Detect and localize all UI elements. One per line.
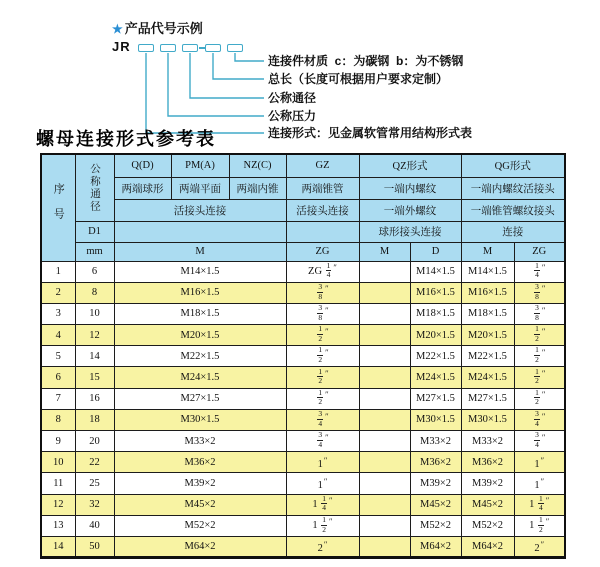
table-row [41, 409, 565, 430]
cell-qz-m [359, 494, 410, 515]
diagram-title-text: 产品代号示例 [124, 21, 203, 36]
cell-qz-d: M20×1.5 [410, 325, 461, 346]
cell-m: M45×2 [114, 494, 286, 515]
table-row [41, 261, 565, 282]
cell-seq: 14 [41, 536, 75, 557]
cell-qg-m: M14×1.5 [461, 261, 514, 282]
cell-qg-m: M30×1.5 [461, 409, 514, 430]
product-code-prefix: JR [112, 39, 131, 54]
header-qz: QZ形式 [359, 154, 461, 177]
header-qg-sub1: 一端内螺纹活接头 [461, 177, 565, 199]
table-row [41, 303, 565, 324]
cell-gz-zg: $\frac{1}{2}$ ″ [286, 388, 359, 409]
cell-qg-zg: 1 $\frac{1}{4}$ ″ [514, 494, 565, 515]
cell-qz-m [359, 409, 410, 430]
cell-qz-m [359, 346, 410, 367]
cell-gz-zg: $\frac{3}{8}$ ″ [286, 303, 359, 324]
header-pm-sub: 两端平面 [171, 177, 229, 199]
header-qz-sub1: 一端内螺纹 [359, 177, 461, 199]
cell-qz-m [359, 431, 410, 452]
diagram-label-length: 总长（长度可根据用户要求定制） [268, 72, 449, 86]
header-qg-zg: ZG [514, 242, 565, 261]
table-title: 螺母连接形式参考表 [36, 129, 216, 149]
cell-seq: 12 [41, 494, 75, 515]
cell-gz-zg: $\frac{1}{2}$ ″ [286, 325, 359, 346]
cell-m: M52×2 [114, 515, 286, 536]
table-row [41, 346, 565, 367]
cell-m: M24×1.5 [114, 367, 286, 388]
header-nz: NZ(C) [229, 154, 286, 177]
cell-gz-zg: $\frac{3}{4}$ ″ [286, 431, 359, 452]
cell-dn: 50 [75, 536, 114, 557]
cell-m: M30×1.5 [114, 409, 286, 430]
code-box-2 [160, 44, 176, 52]
header-qg: QG形式 [461, 154, 565, 177]
cell-dn: 15 [75, 367, 114, 388]
diagram-label-diameter: 公称通径 [268, 91, 317, 105]
header-nz-sub: 两端内锥 [229, 177, 286, 199]
header-qz-conn: 球形接头连接 [359, 221, 461, 242]
cell-seq: 4 [41, 325, 75, 346]
cell-dn: 12 [75, 325, 114, 346]
header-gz: GZ [286, 154, 359, 177]
cell-qg-zg: $\frac{1}{2}$ ″ [514, 346, 565, 367]
cell-qg-zg: 2″ [514, 536, 565, 557]
table-row [41, 431, 565, 452]
cell-qg-m: M36×2 [461, 452, 514, 473]
cell-dn: 8 [75, 282, 114, 303]
cell-gz-zg: 1″ [286, 452, 359, 473]
cell-qz-m [359, 261, 410, 282]
header-qg-m: M [461, 242, 514, 261]
cell-gz-zg: 1 $\frac{1}{2}$ ″ [286, 515, 359, 536]
cell-qz-d: M27×1.5 [410, 388, 461, 409]
table-row [41, 282, 565, 303]
cell-qg-zg: $\frac{1}{2}$ ″ [514, 325, 565, 346]
header-dn: 公称通径 [75, 154, 114, 221]
cell-seq: 13 [41, 515, 75, 536]
header-q-sub: 两端球形 [114, 177, 171, 199]
cell-gz-zg: $\frac{3}{8}$ ″ [286, 282, 359, 303]
cell-qg-m: M24×1.5 [461, 367, 514, 388]
header-zg: ZG [286, 242, 359, 261]
cell-gz-zg: $\frac{1}{2}$ ″ [286, 367, 359, 388]
header-seq: 序号 [41, 154, 75, 261]
cell-qg-m: M27×1.5 [461, 388, 514, 409]
table-row [41, 536, 565, 557]
cell-qz-m [359, 515, 410, 536]
diagram-title [112, 18, 203, 37]
cell-qz-m [359, 536, 410, 557]
cell-qz-m [359, 452, 410, 473]
cell-seq: 11 [41, 473, 75, 494]
table-row [41, 515, 565, 536]
table-row [41, 494, 565, 515]
cell-m: M39×2 [114, 473, 286, 494]
cell-gz-zg: 2″ [286, 536, 359, 557]
cell-seq: 7 [41, 388, 75, 409]
cell-seq: 2 [41, 282, 75, 303]
cell-qz-m [359, 303, 410, 324]
cell-dn: 14 [75, 346, 114, 367]
cell-gz-zg: ZG $\frac{1}{4}$ ″ [286, 261, 359, 282]
cell-seq: 9 [41, 431, 75, 452]
cell-qg-m: M22×1.5 [461, 346, 514, 367]
cell-seq: 6 [41, 367, 75, 388]
cell-dn: 18 [75, 409, 114, 430]
cell-qg-m: M45×2 [461, 494, 514, 515]
cell-qg-m: M52×2 [461, 515, 514, 536]
nut-connection-table [40, 153, 566, 559]
code-box-4 [205, 44, 221, 52]
cell-dn: 6 [75, 261, 114, 282]
header-qg-sub2: 一端锥管螺纹接头 [461, 199, 565, 221]
cell-qg-zg: $\frac{3}{8}$ ″ [514, 282, 565, 303]
header-qz-sub2: 一端外螺纹 [359, 199, 461, 221]
cell-qg-zg: $\frac{1}{2}$ ″ [514, 367, 565, 388]
table-row [41, 325, 565, 346]
table-row [41, 452, 565, 473]
cell-qg-m: M16×1.5 [461, 282, 514, 303]
cell-qg-m: M20×1.5 [461, 325, 514, 346]
cell-seq: 5 [41, 346, 75, 367]
table-row [41, 473, 565, 494]
cell-m: M14×1.5 [114, 261, 286, 282]
cell-qz-d: M16×1.5 [410, 282, 461, 303]
diagram-label-pressure: 公称压力 [268, 109, 317, 123]
cell-gz-zg: 1″ [286, 473, 359, 494]
header-qz-m: M [359, 242, 410, 261]
cell-qg-m: M33×2 [461, 431, 514, 452]
cell-qz-m [359, 367, 410, 388]
cell-m: M33×2 [114, 431, 286, 452]
cell-gz-zg: 1 $\frac{1}{4}$ ″ [286, 494, 359, 515]
cell-qg-zg: $\frac{1}{2}$ ″ [514, 388, 565, 409]
header-qg-conn: 连接 [461, 221, 565, 242]
header-blank-left [114, 221, 286, 242]
cell-m: M18×1.5 [114, 303, 286, 324]
header-union-conn: 活接头连接 [114, 199, 286, 221]
cell-qz-m [359, 473, 410, 494]
cell-dn: 32 [75, 494, 114, 515]
cell-qg-zg: 1 $\frac{1}{2}$ ″ [514, 515, 565, 536]
table-row [41, 367, 565, 388]
cell-dn: 16 [75, 388, 114, 409]
cell-dn: 40 [75, 515, 114, 536]
cell-m: M27×1.5 [114, 388, 286, 409]
cell-qz-d: M64×2 [410, 536, 461, 557]
cell-m: M20×1.5 [114, 325, 286, 346]
cell-qz-m [359, 282, 410, 303]
header-qz-d: D [410, 242, 461, 261]
header-gz-conn: 活接头连接 [286, 199, 359, 221]
code-box-5 [227, 44, 243, 52]
cell-qz-m [359, 388, 410, 409]
cell-m: M22×1.5 [114, 346, 286, 367]
header-d1: D1 [75, 221, 114, 242]
cell-qz-d: M39×2 [410, 473, 461, 494]
cell-qz-d: M36×2 [410, 452, 461, 473]
header-mm: mm [75, 242, 114, 261]
cell-seq: 10 [41, 452, 75, 473]
cell-dn: 22 [75, 452, 114, 473]
star-icon: ★ [112, 22, 123, 36]
diagram-label-material: 连接件材质 c：为碳钢 b：为不锈钢 [268, 54, 464, 68]
cell-qg-zg: $\frac{3}{4}$ ″ [514, 409, 565, 430]
header-gz-sub: 两端锥管 [286, 177, 359, 199]
cell-qz-d: M18×1.5 [410, 303, 461, 324]
table-body [41, 261, 565, 558]
cell-m: M36×2 [114, 452, 286, 473]
cell-qg-zg: 1″ [514, 452, 565, 473]
diagram-label-connection: 连接形式：见金属软管常用结构形式表 [268, 126, 473, 140]
cell-qg-m: M39×2 [461, 473, 514, 494]
cell-seq: 1 [41, 261, 75, 282]
header-q: Q(D) [114, 154, 171, 177]
header-blank-gz [286, 221, 359, 242]
cell-qg-zg: $\frac{3}{8}$ ″ [514, 303, 565, 324]
table-row [41, 388, 565, 409]
cell-seq: 8 [41, 409, 75, 430]
cell-dn: 20 [75, 431, 114, 452]
cell-qz-m [359, 325, 410, 346]
cell-qg-m: M64×2 [461, 536, 514, 557]
cell-qg-m: M18×1.5 [461, 303, 514, 324]
cell-qz-d: M14×1.5 [410, 261, 461, 282]
cell-qg-zg: $\frac{3}{4}$ ″ [514, 431, 565, 452]
cell-gz-zg: $\frac{3}{4}$ ″ [286, 409, 359, 430]
cell-qz-d: M33×2 [410, 431, 461, 452]
cell-qz-d: M52×2 [410, 515, 461, 536]
cell-qz-d: M22×1.5 [410, 346, 461, 367]
cell-dn: 10 [75, 303, 114, 324]
cell-dn: 25 [75, 473, 114, 494]
header-pm: PM(A) [171, 154, 229, 177]
code-box-3 [182, 44, 198, 52]
cell-qz-d: M24×1.5 [410, 367, 461, 388]
cell-m: M16×1.5 [114, 282, 286, 303]
cell-qg-zg: $\frac{1}{4}$ ″ [514, 261, 565, 282]
cell-m: M64×2 [114, 536, 286, 557]
table-header [41, 154, 565, 261]
cell-qz-d: M30×1.5 [410, 409, 461, 430]
header-m: M [114, 242, 286, 261]
cell-qz-d: M45×2 [410, 494, 461, 515]
cell-seq: 3 [41, 303, 75, 324]
cell-gz-zg: $\frac{1}{2}$ ″ [286, 346, 359, 367]
cell-qg-zg: 1″ [514, 473, 565, 494]
code-box-1 [138, 44, 154, 52]
